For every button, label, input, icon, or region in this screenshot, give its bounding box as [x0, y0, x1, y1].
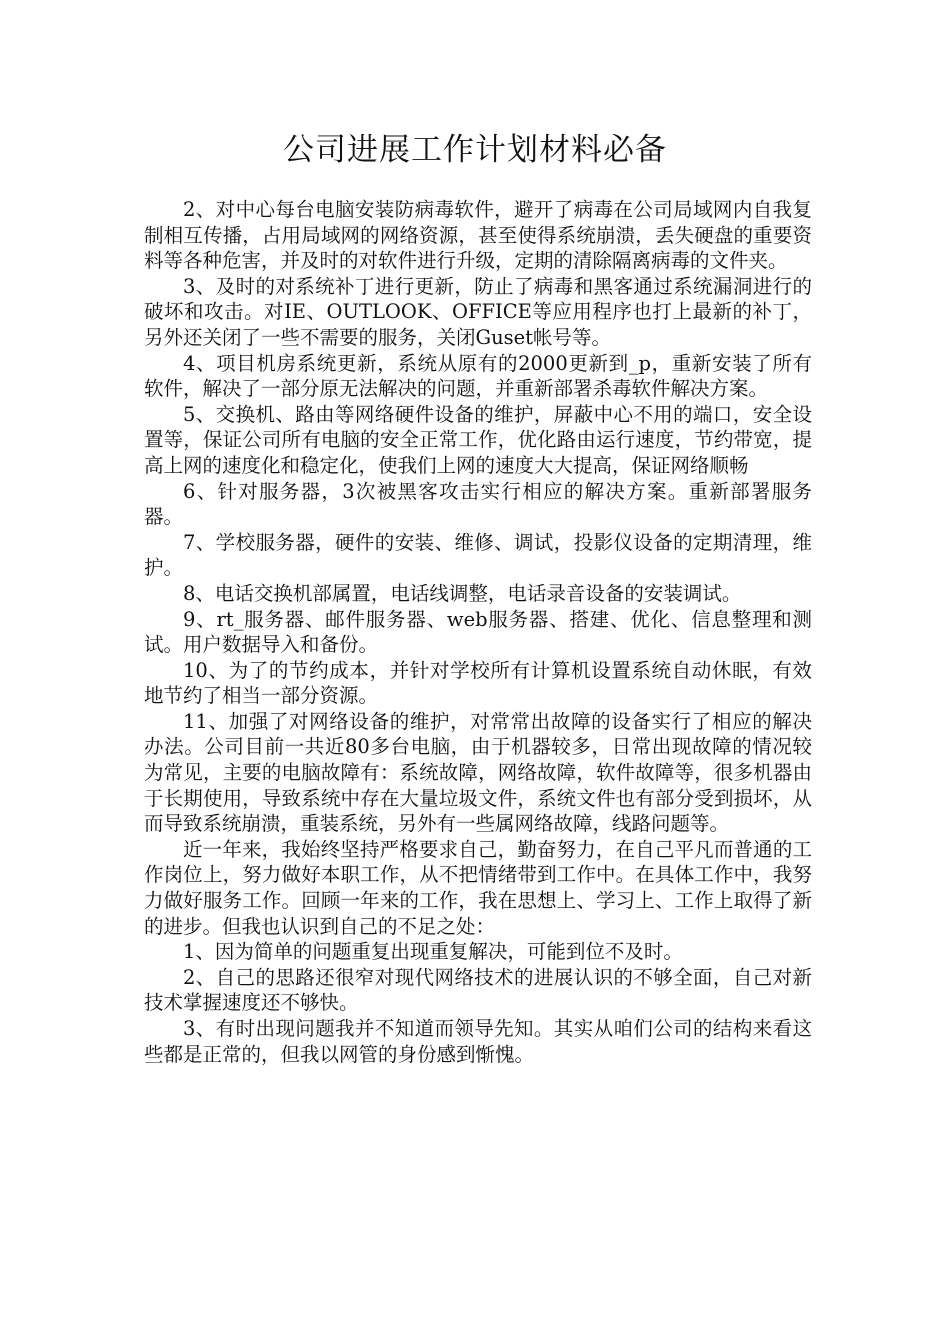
paragraph-item-7: 7、学校服务器，硬件的安装、维修、调试，投影仪设备的定期清理，维护。	[144, 530, 812, 580]
paragraph-shortcoming-3: 3、有时出现问题我并不知道而领导先知。其实从咱们公司的结构来看这些都是正常的，但我以网管的身份感到惭愧。	[144, 1017, 812, 1066]
paragraph-item-8: 8、电话交换机部属置，电话线调整，电话录音设备的安装调试。	[183, 581, 742, 605]
paragraph-item-11: 11、加强了对网络设备的维护，对常常出故障的设备实行了相应的解决办法。公司目前一共近80多台电脑，由于机器较多，日常出现故障的情况较为常见，主要的电脑故障有：系统故障，网络故障，软件故障等，很多机器由于长期使用，导致系统中存在大量垃圾文件，系统文件也有部分受到损坏，从而导致系统崩溃，重装系统，另外有一些属网络故障，线路问题等。	[144, 709, 812, 836]
document-title: 公司进展工作计划材料必备	[283, 132, 667, 168]
paragraph-item-2: 2、对中心每台电脑安装防病毒软件，避开了病毒在公司局域网内自我复制相互传播，占用局域网的网络资源，甚至使得系统崩溃，丢失硬盘的重要资料等各种危害，并及时的对软件进行升级，定期的清除隔离病毒的文件夹。	[144, 198, 812, 273]
paragraph-shortcoming-2: 2、自己的思路还很窄对现代网络技术的进展认识的不够全面，自己对新技术掌握速度还不够快。	[144, 965, 812, 1015]
paragraph-item-3: 3、及时的对系统补丁进行更新，防止了病毒和黑客通过系统漏洞进行的破坏和攻击。对IE、OUTLOOK、OFFICE等应用程序也打上最新的补丁，另外还关闭了一些不需要的服务，关闭Guset帐号等。	[144, 274, 812, 349]
document-body	[144, 197, 812, 1067]
paragraph-shortcoming-1: 1、因为简单的问题重复出现重复解决，可能到位不及时。	[183, 940, 683, 964]
paragraph-item-5: 5、交换机、路由等网络硬件设备的维护，屏蔽中心不用的端口，安全设置等，保证公司所有电脑的安全正常工作，优化路由运行速度，节约带宽，提高上网的速度化和稳定化，使我们上网的速度大大提高，保证网络顺畅	[144, 402, 812, 477]
paragraph-item-9: 9、rt_服务器、邮件服务器、web服务器、搭建、优化、信息整理和测试。用户数据导入和备份。	[144, 607, 812, 657]
paragraph-item-6: 6、针对服务器，3次被黑客攻击实行相应的解决方案。重新部署服务器。	[144, 479, 812, 529]
paragraph-item-4: 4、项目机房系统更新，系统从原有的2000更新到_p，重新安装了所有软件，解决了一部分原无法解决的问题，并重新部署杀毒软件解决方案。	[144, 351, 812, 401]
paragraph-summary: 近一年来，我始终坚持严格要求自己，勤奋努力，在自己平凡而普通的工作岗位上，努力做好本职工作，从不把情绪带到工作中。在具体工作中，我努力做好服务工作。回顾一年来的工作，我在思想上、学习上、工作上取得了新的进步。但我也认识到自己的不足之处：	[144, 837, 812, 938]
paragraph-item-10: 10、为了的节约成本，并针对学校所有计算机设置系统自动休眠，有效地节约了相当一部分资源。	[144, 658, 812, 708]
